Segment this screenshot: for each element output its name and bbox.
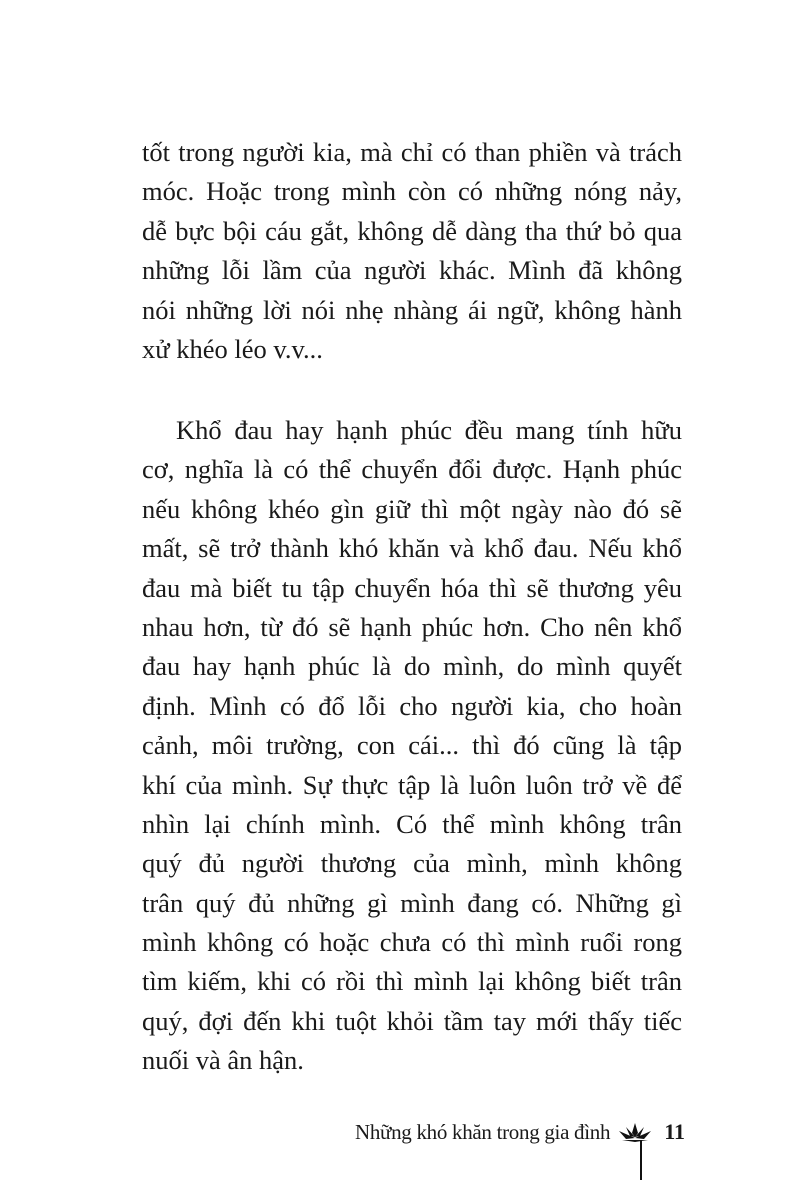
text-line: nhau hơn, từ đó sẽ hạnh phúc hơn. Cho nên khổ: [142, 611, 682, 642]
text-line: Khổ đau hay hạnh phúc đều mang tính hữu: [176, 415, 682, 445]
text-line: mình không có hoặc chưa có thì mình ruổi rong: [142, 927, 682, 958]
running-footer: [340, 1117, 685, 1147]
text-line: trân quý đủ những gì mình đang có. Những gì: [142, 887, 682, 918]
text-line: khí của mình. Sự thực tập là luôn luôn trở về để: [142, 769, 682, 800]
text-line: mất, sẽ trở thành khó khăn và khổ đau. Nếu khổ: [142, 533, 682, 564]
paragraph-1: [142, 133, 682, 369]
text-line: móc. Hoặc trong mình còn có những nóng nảy,: [142, 176, 682, 207]
text-line: định. Mình có đổ lỗi cho người kia, cho hoàn: [142, 690, 682, 721]
text-line: cảnh, môi trường, con cái... thì đó cũng là tập: [142, 730, 682, 761]
text-line: nuối và ân hận.: [142, 1045, 304, 1076]
text-line: tốt trong người kia, mà chỉ có than phiền và trách: [142, 137, 682, 167]
text-line: đau mà biết tu tập chuyển hóa thì sẽ thương yêu: [142, 572, 682, 603]
page-number: 11: [664, 1119, 685, 1144]
text-line: nhìn lại chính mình. Có thể mình không trân: [142, 808, 682, 839]
lotus-stem-line: [640, 1140, 642, 1180]
text-line: cơ, nghĩa là có thể chuyển đổi được. Hạnh phúc: [142, 454, 682, 485]
chapter-title: Những khó khăn trong gia đình: [354, 1119, 611, 1144]
lotus-icon: [618, 1121, 652, 1143]
text-line: nếu không khéo gìn giữ thì một ngày nào đó sẽ: [142, 493, 682, 524]
text-line: quý, đợi đến khi tuột khỏi tầm tay mới thấy tiếc: [142, 1005, 682, 1036]
text-line: nói những lời nói nhẹ nhàng ái ngữ, không hành: [142, 294, 682, 325]
text-line: tìm kiếm, khi có rồi thì mình lại không biết trân: [142, 966, 682, 997]
text-line: những lỗi lầm của người khác. Mình đã không: [142, 255, 682, 286]
text-line: dễ bực bội cáu gắt, không dễ dàng tha thứ bỏ qua: [142, 215, 682, 246]
text-line: quý đủ người thương của mình, mình không: [142, 848, 682, 879]
text-line: xử khéo léo v.v...: [142, 333, 323, 364]
paragraph-2: [142, 411, 682, 1081]
text-line: đau hay hạnh phúc là do mình, do mình quyết: [142, 651, 682, 682]
